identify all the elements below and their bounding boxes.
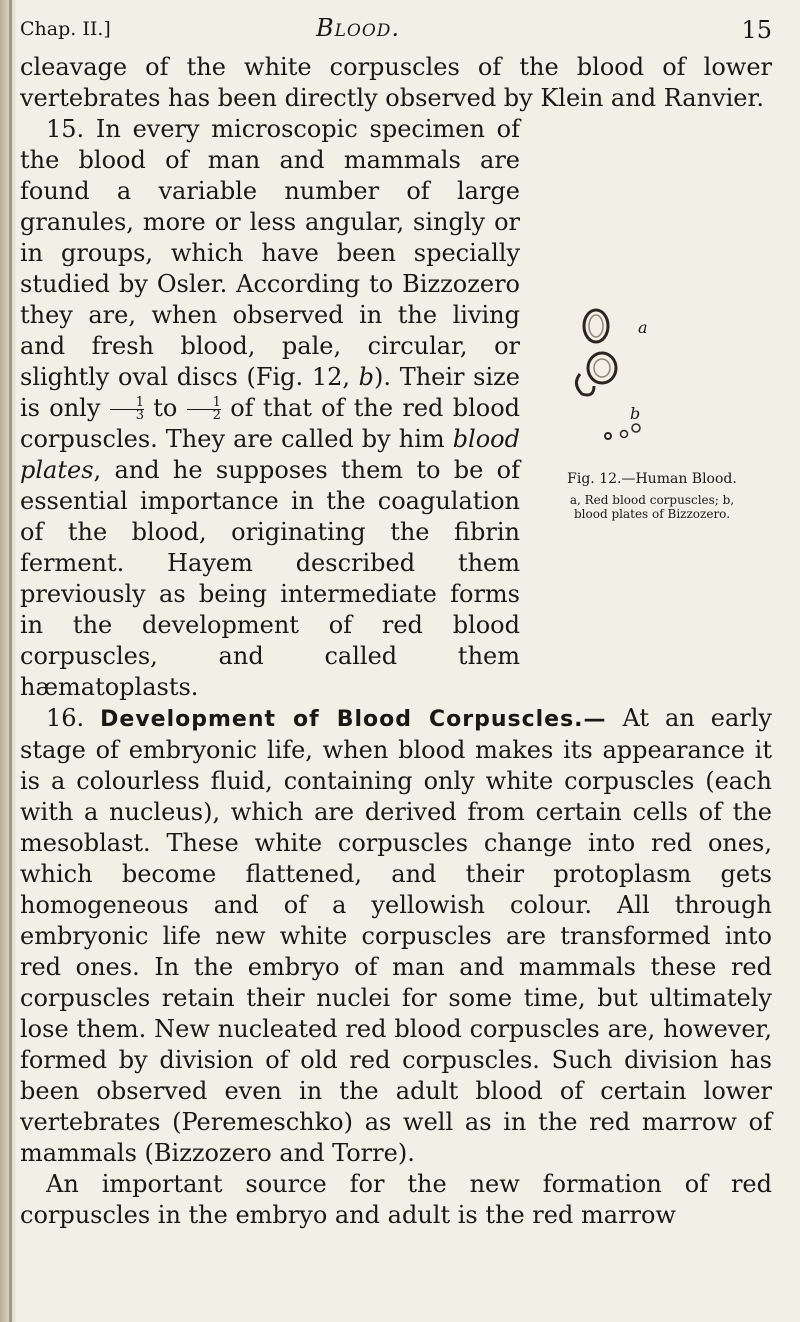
figure-caption-title: Fig. 12.—Human Blood.: [567, 471, 737, 487]
paragraph-15-to: to: [143, 394, 187, 422]
paragraph-16-text: At an early stage of embryonic life, when blood makes its appearance it is a colourless fluid, containing only white corpuscles (each with a nucleus), which are derived from certain cells of the mesoblast. These white corpuscles change into red ones, which become flattened, and their protoplasm gets homogeneous and of a yellowish colour. All through embryonic life new white corpuscles are transformed into red ones. In the embryo of man and mammals these red corpuscles retain their nuclei for some time, but ultimately lose them. New nucleated red blood corpuscles are, however, formed by division of old red corpuscles. Such division has been observed even in the adult blood of certain lower vertebrates (Peremeschko) as well as in the red marrow of mammals (Bizzozero and Torre).: [20, 704, 772, 1167]
paragraph-15-text-4: , and he supposes them to be of essential importance in the coagulation of the blood, originating the fibrin ferment. Hayem described them previously as being intermediate forms in the development of red blood corpuscles, and called them hæmatoplasts.: [20, 456, 520, 701]
running-head: [20, 14, 772, 44]
fig-ref-b: b: [358, 363, 375, 391]
paragraph-15-text-2: ). Their size is only: [20, 363, 521, 422]
page-title: Blood.: [316, 14, 401, 42]
binding-edge: [9, 0, 12, 1322]
paragraph-16: [20, 703, 772, 1169]
fraction-one-half: $\frac{1}{2}$: [187, 397, 221, 422]
fraction-one-third: $\frac{1}{3}$: [110, 397, 144, 422]
section-number: 16.: [46, 704, 85, 732]
paragraph-15: [20, 114, 772, 703]
page-body: [20, 52, 772, 1231]
page-gutter-shadow: [0, 0, 16, 1322]
paragraph-15-text-3: of that of the red blood corpuscles. They are called by him: [20, 394, 521, 453]
paragraph-15-text-1: 15. In every microscopic specimen of the blood of man and mammals are found a variable number of large granules, more or less angular, singly or in groups, which have been specially studied by Osler. According to Bizzozero they are, when observed in the living and fresh blood, pale, circular, or slightly oval discs (Fig. 12,: [20, 115, 520, 391]
page-number: 15: [741, 16, 772, 44]
figure-caption-text: a, Red blood corpuscles; b, blood plates of Bizzozero.: [569, 493, 735, 521]
figure-label-a: a: [638, 318, 648, 337]
chapter-label: Chap. II.]: [20, 18, 111, 40]
figure-label-b: b: [630, 404, 641, 423]
term-blood-plates: blood plates: [20, 425, 520, 484]
section-heading: Development of Blood Corpuscles.—: [100, 707, 607, 732]
paragraph-final: An important source for the new formation of red corpuscles in the embryo and adult is the red marrow: [20, 1170, 772, 1229]
paragraph-continued: cleavage of the white corpuscles of the blood of lower vertebrates has been directly observed by Klein and Ranvier.: [20, 53, 772, 112]
